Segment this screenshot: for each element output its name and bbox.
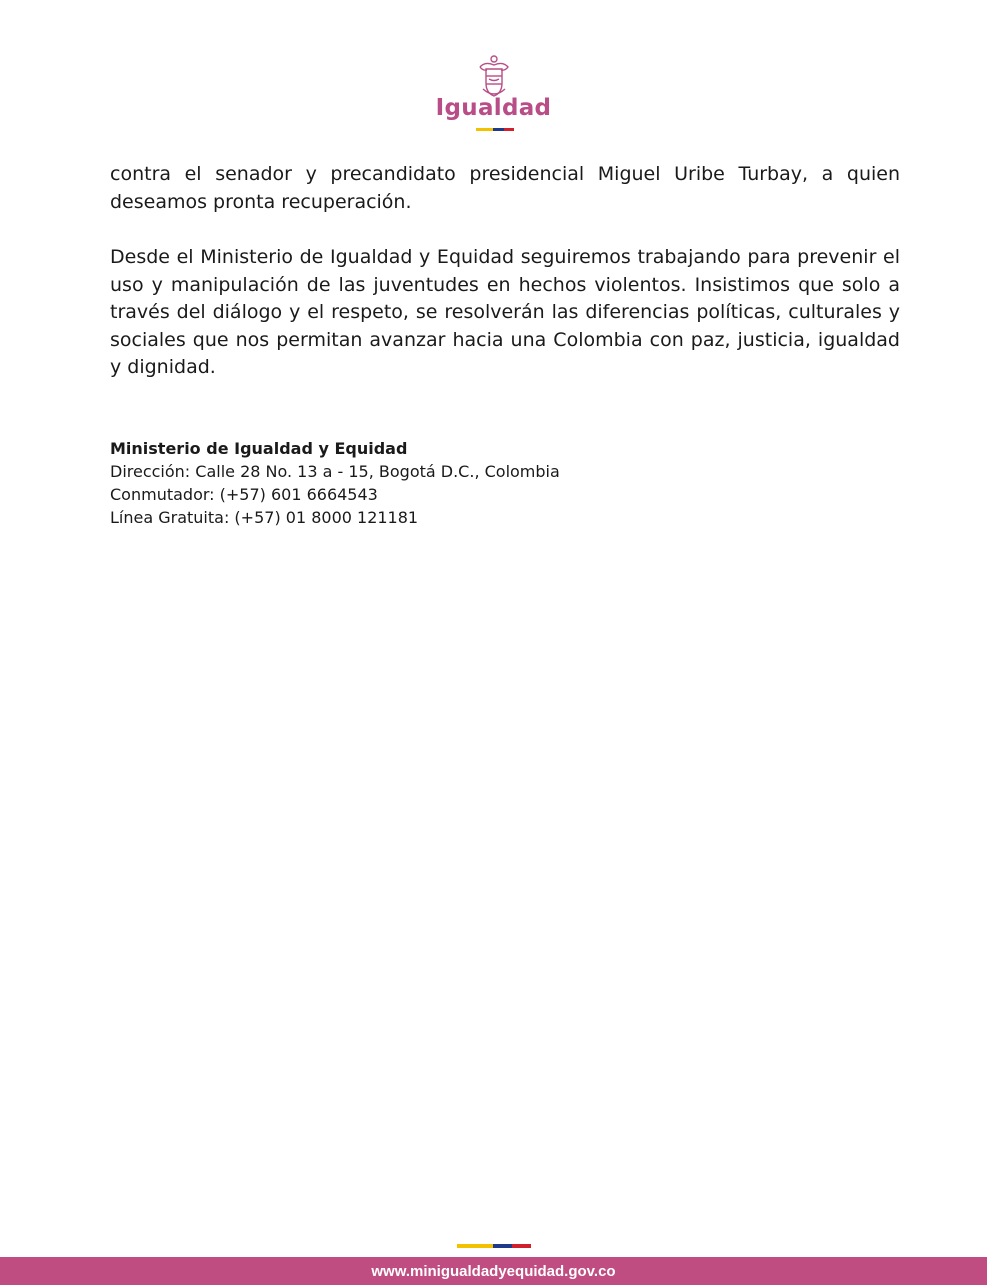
paragraph: contra el senador y precandidato presidencial Miguel Uribe Turbay, a quien deseamos pronta recuperación. [110, 163, 900, 213]
paragraph: Desde el Ministerio de Igualdad y Equidad seguiremos trabajando para prevenir el uso y manipulación de las juventudes en hechos violentos. Insistimos que solo a través del diálogo y el respeto, se resolverán las diferencias políticas, culturales y sociales que nos permitan avanzar hacia una Colombia con paz, justicia, igualdad y dignidad. [110, 246, 900, 378]
switchboard-line: Conmutador: (+57) 601 6664543 [110, 485, 378, 504]
tricolor-bar [476, 128, 514, 131]
letterhead [0, 50, 987, 134]
contact-block [110, 437, 710, 529]
toll-free-line: Línea Gratuita: (+57) 01 8000 121181 [110, 508, 419, 527]
website-link[interactable]: www.minigualdadyequidad.gov.co [371, 1263, 616, 1280]
address-line: Dirección: Calle 28 No. 13 a - 15, Bogotá D.C., Colombia [110, 462, 560, 481]
footer-tricolor [457, 1244, 531, 1248]
organization-name: Ministerio de Igualdad y Equidad [110, 439, 408, 458]
colombia-coat-of-arms-icon [475, 53, 513, 99]
document-body [110, 161, 900, 382]
footer-bar [0, 1257, 987, 1285]
brand-name: Igualdad [435, 95, 552, 121]
